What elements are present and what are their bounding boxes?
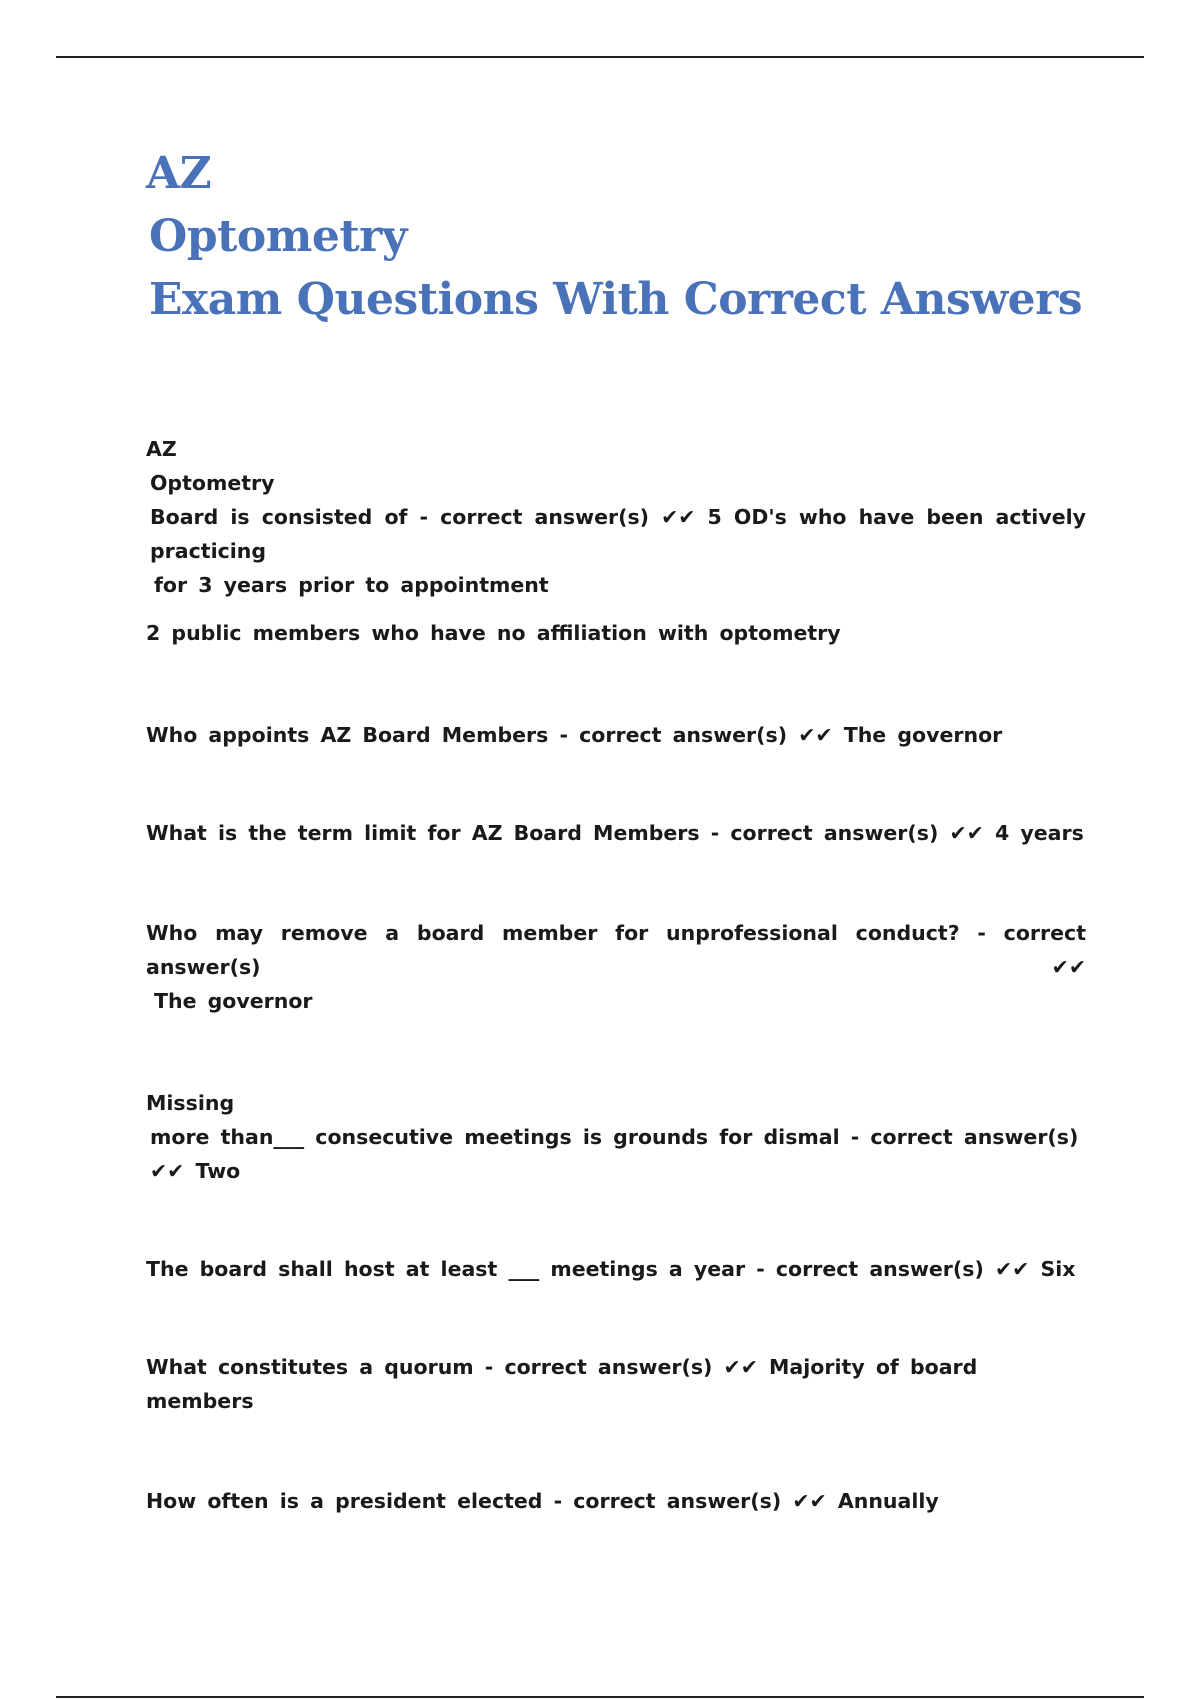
q3-term-limit: What is the term limit for AZ Board Members - correct answer(s) ✔✔ 4 years [146, 821, 1084, 845]
q1-line-1: Board is consisted of - correct answer(s) ✔✔ 5 OD's who have been actively practicing [150, 505, 1086, 563]
q1-line-2: for 3 years prior to appointment [154, 573, 549, 597]
document-title [146, 142, 1082, 331]
title-line-az: AZ [146, 148, 212, 199]
q4-remove-line-2: The governor [154, 989, 313, 1013]
top-rule [56, 56, 1144, 58]
q7-quorum: What constitutes a quorum - correct answer(s) ✔✔ Majority of board members [146, 1355, 978, 1413]
q6-meetings: The board shall host at least ___ meetings a year - correct answer(s) ✔✔ Six [146, 1257, 1076, 1281]
q5-missing-line-2: more than___ consecutive meetings is grounds for dismal - correct answer(s) ✔✔ Two [150, 1125, 1079, 1183]
q2-appoints: Who appoints AZ Board Members - correct answer(s) ✔✔ The governor [146, 723, 1003, 747]
q1-line-3: 2 public members who have no affiliation with optometry [146, 621, 841, 645]
bottom-rule [56, 1696, 1144, 1698]
title-line-optometry: Optometry [149, 211, 407, 262]
q5-missing-line-1: Missing [146, 1091, 235, 1115]
q4-remove-line-1: Who may remove a board member for unprofessional conduct? - correct answer(s) ✔✔ [146, 921, 1086, 979]
title-line-exam-questions: Exam Questions With Correct Answers [149, 274, 1083, 325]
qa-content [146, 432, 1086, 1518]
q8-president: How often is a president elected - correct answer(s) ✔✔ Annually [146, 1489, 939, 1513]
intro-line-optometry: Optometry [150, 471, 275, 495]
intro-line-az: AZ [146, 437, 177, 461]
